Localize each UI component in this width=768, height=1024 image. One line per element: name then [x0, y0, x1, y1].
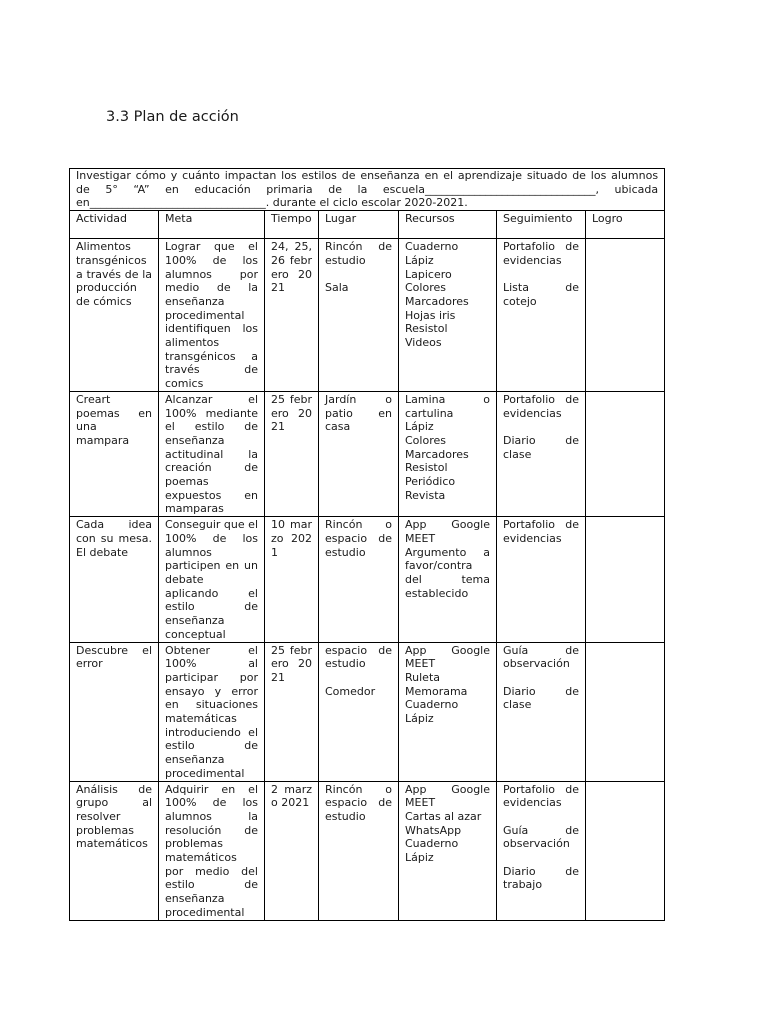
cell-recursos — [399, 391, 497, 516]
recurso-item: Lápiz — [405, 712, 434, 726]
cell-seguimiento — [497, 391, 586, 516]
header-meta: Meta — [159, 211, 265, 239]
objective-line-1: Investigar cómo y cuánto impactan los estilos de enseñanza en el aprendizaje situado de los alumnos — [76, 169, 659, 182]
cell-lugar — [319, 517, 399, 642]
recurso-item: Revista — [405, 488, 446, 502]
recurso-item: Cartas al azar — [405, 809, 482, 823]
header-actividad: Actividad — [70, 211, 159, 239]
cell-seguimiento — [497, 781, 586, 920]
recurso-item: Cuaderno — [405, 837, 459, 851]
section-title: 3.3 Plan de acción — [106, 109, 239, 125]
cell-lugar — [319, 642, 399, 781]
header-logro: Logro — [586, 211, 665, 239]
objective-row — [70, 169, 665, 211]
action-plan-table — [69, 168, 665, 921]
cell-tiempo: 2 marzo 2021 — [265, 781, 319, 920]
cell-logro — [586, 239, 665, 392]
recurso-item: Marcadores — [405, 447, 469, 461]
seguimiento-item: Portafolio de evidencias — [503, 240, 579, 267]
cell-tiempo: 25 febrero 2021 — [265, 642, 319, 781]
seguimiento-item: Diario de clase — [503, 684, 579, 712]
cell-tiempo: 24, 25, 26 febrero 2021 — [265, 239, 319, 392]
seguimiento-item: Diario de clase — [503, 433, 579, 461]
recurso-item: Lápiz — [405, 253, 434, 267]
table-row — [70, 391, 665, 516]
cell-seguimiento — [497, 517, 586, 642]
recurso-item: App Google MEET — [405, 782, 490, 810]
cell-tiempo: 25 febrero 2021 — [265, 391, 319, 516]
cell-meta: Obtener el 100% al participar por ensayo y error en situaciones matemáticas introduciendo el estilo de enseñanza procedimental — [159, 642, 265, 781]
lugar-item: Rincón o espacio de estudio — [325, 518, 392, 559]
cell-actividad: Descubre el error — [70, 642, 159, 781]
seguimiento-item: Guía de observación — [503, 823, 579, 851]
cell-meta: Alcanzar el 100% mediante el estilo de enseñanza actitudinal la creación de poemas expuestos en mamparas — [159, 391, 265, 516]
recurso-item: Videos — [405, 336, 442, 350]
table-row — [70, 642, 665, 781]
objective-line-2: de 5° “A” en educación primaria de la escuela_______________________________, ubicada — [76, 182, 659, 196]
seguimiento-item: Lista de cotejo — [503, 281, 579, 308]
cell-recursos — [399, 781, 497, 920]
seguimiento-item: Guía de observación — [503, 643, 579, 671]
lugar-item: Comedor — [325, 684, 376, 698]
seguimiento-item: Portafolio de evidencias — [503, 392, 579, 420]
cell-actividad: Análisis de grupo al resolver problemas matemáticos — [70, 781, 159, 920]
lugar-item: Sala — [325, 281, 349, 295]
recurso-item: Resistol — [405, 461, 448, 475]
objective-cell — [70, 169, 665, 211]
recurso-item: App Google MEET — [405, 518, 490, 545]
lugar-item: Rincón de estudio — [325, 240, 396, 267]
cell-actividad: Creart poemas en una mampara — [70, 391, 159, 516]
cell-actividad: Alimentos transgénicos a través de la producción de cómics — [70, 239, 159, 392]
cell-meta: Lograr que el 100% de los alumnos por medio de la enseñanza procedimental identifiquen los alimentos transgénicos a través de comics — [159, 239, 265, 392]
seguimiento-item: Diario de trabajo — [503, 864, 579, 892]
lugar-item: Jardín o patio en casa — [325, 392, 392, 434]
cell-actividad: Cada idea con su mesa. El debate — [70, 517, 159, 642]
table-row — [70, 517, 665, 642]
recurso-item: Periódico — [405, 475, 456, 489]
recurso-item: Argumento a favor/contra del tema establecido — [405, 545, 490, 600]
cell-lugar — [319, 781, 399, 920]
recurso-item: Lápiz — [405, 851, 434, 865]
objective-line-3: en________________________________. durante el ciclo escolar 2020-2021. — [76, 196, 468, 210]
cell-logro — [586, 642, 665, 781]
recurso-item: Marcadores — [405, 294, 469, 308]
cell-lugar — [319, 239, 399, 392]
recurso-item: Cuaderno — [405, 698, 459, 712]
recurso-item: Lamina o cartulina — [405, 392, 490, 420]
recurso-item: Cuaderno — [405, 240, 459, 254]
cell-seguimiento — [497, 239, 586, 392]
recurso-item: Colores — [405, 281, 446, 295]
recurso-item: Ruleta — [405, 670, 440, 684]
header-recursos: Recursos — [399, 211, 497, 239]
header-seguimiento: Seguimiento — [497, 211, 586, 239]
lugar-item: espacio de estudio — [325, 643, 392, 671]
seguimiento-item: Portafolio de evidencias — [503, 782, 579, 810]
seguimiento-item: Portafolio de evidencias — [503, 518, 579, 545]
cell-meta: Adquirir en el 100% de los alumnos la resolución de problemas matemáticos por medio del estilo de enseñanza procedimental — [159, 781, 265, 920]
recurso-item: Memorama — [405, 684, 468, 698]
recurso-item: Lápiz — [405, 420, 434, 434]
cell-meta: Conseguir que el 100% de los alumnos participen en un debate aplicando el estilo de enseñanza conceptual — [159, 517, 265, 642]
header-row — [70, 211, 665, 239]
cell-seguimiento — [497, 642, 586, 781]
cell-recursos — [399, 239, 497, 392]
recurso-item: Resistol — [405, 322, 448, 336]
table-row — [70, 781, 665, 920]
recurso-item: WhatsApp — [405, 823, 462, 837]
cell-logro — [586, 391, 665, 516]
table-row — [70, 239, 665, 392]
cell-recursos — [399, 642, 497, 781]
recurso-item: Lapicero — [405, 267, 452, 281]
recurso-item: Hojas iris — [405, 308, 456, 322]
recurso-item: App Google MEET — [405, 643, 490, 671]
cell-recursos — [399, 517, 497, 642]
cell-tiempo: 10 marzo 2021 — [265, 517, 319, 642]
cell-logro — [586, 781, 665, 920]
header-lugar: Lugar — [319, 211, 399, 239]
recurso-item: Colores — [405, 433, 446, 447]
lugar-item: Rincón o espacio de estudio — [325, 782, 392, 823]
cell-logro — [586, 517, 665, 642]
header-tiempo: Tiempo — [265, 211, 319, 239]
cell-lugar — [319, 391, 399, 516]
